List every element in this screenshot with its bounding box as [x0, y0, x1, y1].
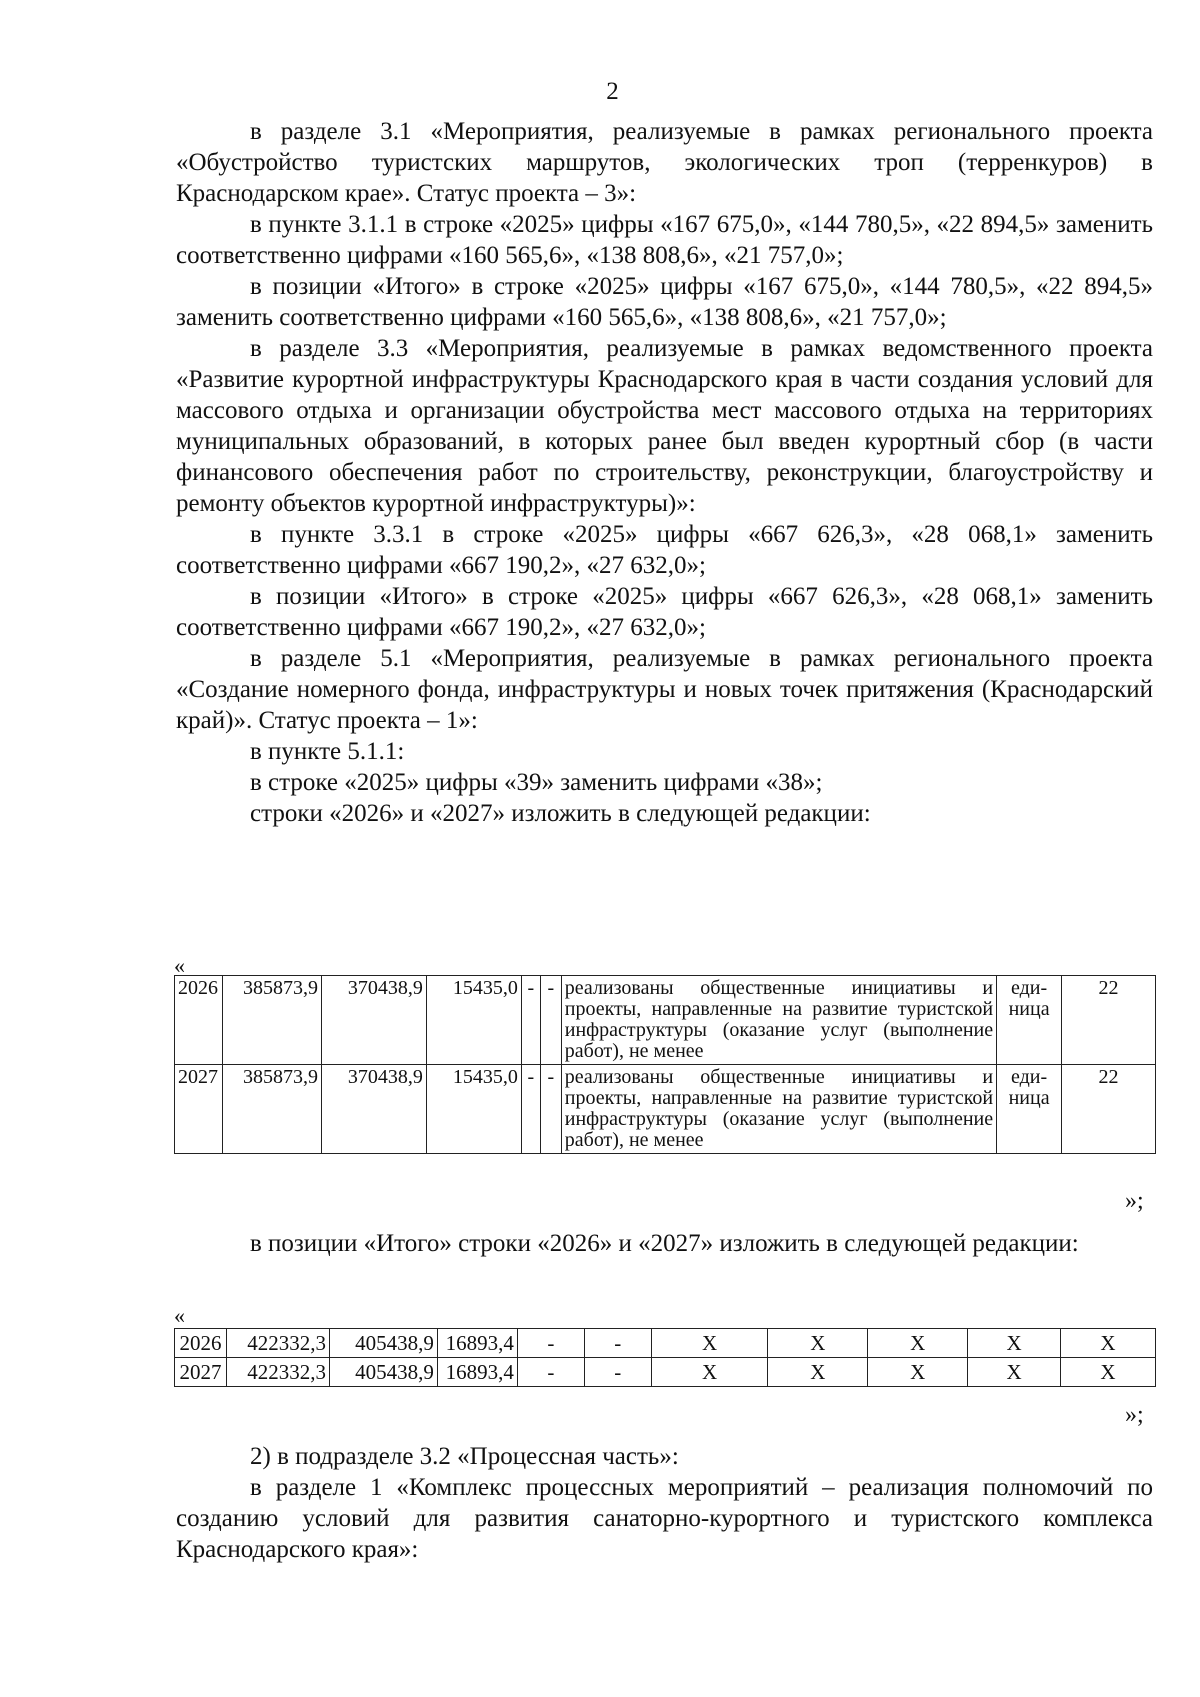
dash-cell: -: [517, 1329, 584, 1358]
table-row: [175, 1358, 1156, 1387]
year-cell: 2027: [175, 1065, 223, 1154]
value-cell: 405438,9: [329, 1329, 437, 1358]
table-5-1-1: [174, 975, 1156, 1154]
table-row: [175, 976, 1156, 1065]
paragraph-section-5-1: в разделе 5.1 «Мероприятия, реализуемые в рамках регионального проекта «Создание номерного фонда, инфраструктуры и новых точек притяжения (Краснодарский край)». Статус проекта – 1»:: [176, 645, 1153, 734]
value-cell: 405438,9: [329, 1358, 437, 1387]
x-cell: Х: [868, 1358, 968, 1387]
table-row: [175, 1329, 1156, 1358]
dash-cell: -: [517, 1358, 584, 1387]
year-cell: 2026: [175, 1329, 227, 1358]
indicator-description: реализованы общественные инициативы и проекты, направленные на развитие туристской инфраструктуры (оказание услуг (выполнение работ), не менее: [561, 1065, 996, 1154]
value-cell: 370438,9: [321, 1065, 426, 1154]
quote-close-mark: »;: [1125, 1402, 1144, 1428]
quote-close-mark: »;: [1125, 1188, 1144, 1214]
total-cell: 422332,3: [226, 1329, 329, 1358]
paragraph-total-2026-2027: в позиции «Итого» строки «2026» и «2027» изложить в следующей редакции:: [250, 1230, 1079, 1257]
x-cell: Х: [768, 1329, 868, 1358]
paragraph-total-3-1: в позиции «Итого» в строке «2025» цифры «167 675,0», «144 780,5», «22 894,5» заменить соответственно цифрами «160 565,6», «138 808,6», «21 757,0»;: [176, 273, 1153, 331]
value-cell: 370438,9: [321, 976, 426, 1065]
paragraph-item-5-1-1: в пункте 5.1.1:: [250, 738, 405, 765]
value-cell: 15435,0: [426, 976, 521, 1065]
paragraph-section-1: в разделе 1 «Комплекс процессных мероприятий – реализация полномочий по созданию условий для развития санаторно-курортного и туристского комплекса Краснодарского края»:: [176, 1474, 1153, 1563]
paragraph-rows-2026-2027: строки «2026» и «2027» изложить в следующей редакции:: [250, 800, 871, 827]
dash-cell: -: [540, 1065, 561, 1154]
value-cell: 16893,4: [437, 1329, 517, 1358]
quote-open-mark: «: [174, 1303, 185, 1328]
x-cell: Х: [968, 1329, 1061, 1358]
paragraph-subsection-3-2: 2) в подразделе 3.2 «Процессная часть»:: [250, 1443, 679, 1470]
dash-cell: -: [584, 1329, 651, 1358]
intro-text-block: [176, 116, 1153, 829]
total-cell: 385873,9: [222, 1065, 321, 1154]
dash-cell: -: [521, 1065, 540, 1154]
paragraph-row-2025: в строке «2025» цифры «39» заменить цифрами «38»;: [250, 769, 823, 796]
x-cell: Х: [768, 1358, 868, 1387]
paragraph-total-3-3: в позиции «Итого» в строке «2025» цифры «667 626,3», «28 068,1» заменить соответственно цифрами «667 190,2», «27 632,0»;: [176, 583, 1153, 641]
table-row: [175, 1065, 1156, 1154]
paragraph-section-3-3: в разделе 3.3 «Мероприятия, реализуемые в рамках ведомственного проекта «Развитие курортной инфраструктуры Краснодарского края в части создания условий для массового отдыха и организации обустройства мест массового отдыха на территориях муниципальных образований, в которых ранее был введен курортный сбор (в части финансового обеспечения работ по строительству, реконструкции, благоустройству и ремонту объектов курортной инфраструктуры)»:: [176, 335, 1153, 517]
unit-cell: еди-ница: [997, 976, 1062, 1065]
indicator-value: 22: [1062, 976, 1156, 1065]
x-cell: Х: [968, 1358, 1061, 1387]
year-cell: 2027: [175, 1358, 227, 1387]
middle-text-block: [176, 1228, 1153, 1259]
table-total: [174, 1328, 1156, 1387]
x-cell: Х: [1061, 1358, 1156, 1387]
total-cell: 422332,3: [226, 1358, 329, 1387]
paragraph-item-3-3-1: в пункте 3.3.1 в строке «2025» цифры «667 626,3», «28 068,1» заменить соответственно цифрами «667 190,2», «27 632,0»;: [176, 521, 1153, 579]
x-cell: Х: [868, 1329, 968, 1358]
value-cell: 15435,0: [426, 1065, 521, 1154]
total-cell: 385873,9: [222, 976, 321, 1065]
indicator-description: реализованы общественные инициативы и проекты, направленные на развитие туристской инфраструктуры (оказание услуг (выполнение работ), не менее: [561, 976, 996, 1065]
x-cell: Х: [651, 1329, 768, 1358]
unit-cell: еди-ница: [997, 1065, 1062, 1154]
final-text-block: [176, 1441, 1153, 1565]
value-cell: 16893,4: [437, 1358, 517, 1387]
year-cell: 2026: [175, 976, 223, 1065]
paragraph-section-3-1: в разделе 3.1 «Мероприятия, реализуемые в рамках регионального проекта «Обустройство туристских маршрутов, экологических троп (терренкуров) в Краснодарском крае». Статус проекта – 3»:: [176, 118, 1153, 207]
dash-cell: -: [584, 1358, 651, 1387]
dash-cell: -: [521, 976, 540, 1065]
x-cell: Х: [651, 1358, 768, 1387]
paragraph-item-3-1-1: в пункте 3.1.1 в строке «2025» цифры «167 675,0», «144 780,5», «22 894,5» заменить соответственно цифрами «160 565,6», «138 808,6», «21 757,0»;: [176, 211, 1153, 269]
dash-cell: -: [540, 976, 561, 1065]
page-number: 2: [606, 78, 619, 105]
quote-open-mark: «: [174, 953, 185, 978]
indicator-value: 22: [1062, 1065, 1156, 1154]
x-cell: Х: [1061, 1329, 1156, 1358]
